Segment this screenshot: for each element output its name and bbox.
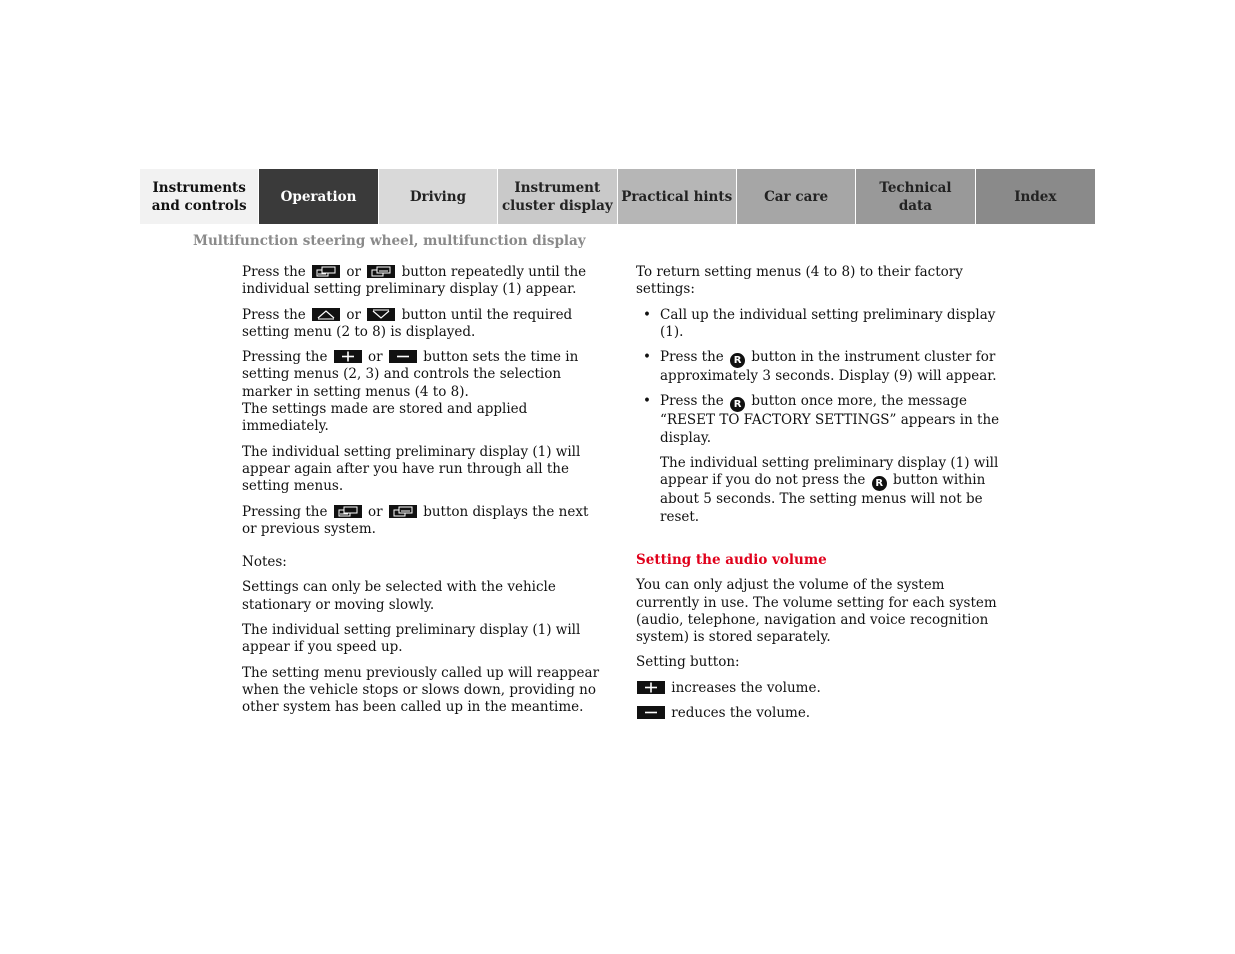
paragraph [242,349,607,435]
tab-car-care[interactable] [737,169,856,224]
paragraph [242,307,607,342]
text: button until the required setting menu (2 to 8) is displayed. [242,306,573,340]
text: button displays the next or previous system. [242,503,589,537]
paragraph: Setting button: [636,654,740,671]
tab-index[interactable] [976,169,1095,224]
bullet-list [636,307,1001,447]
text: or [346,264,361,280]
text: Call up the individual setting preliminary display (1). [660,306,996,340]
plus-icon [334,350,362,363]
tab-label: Instruments and controls [151,179,247,214]
note: The setting menu previously called up will reappear when the vehicle stops or slows down, providing no other system has been called up in the meantime. [242,664,600,716]
text: Press the [660,393,724,410]
tab-technical-data[interactable] [856,169,975,224]
paragraph [242,264,607,299]
text: button repeatedly until the individual setting preliminary display (1) appear. [242,264,587,298]
text: button in the instrument cluster for approximately 3 seconds. Display (9) will appear. [660,349,997,385]
page-down-icon [367,308,395,321]
text: The settings made are stored and applied immediately. [242,401,528,435]
text: increases the volume. [671,679,821,696]
section-title: Multifunction steering wheel, multifunction display [193,233,586,249]
list-item: • Press the R button in the instrument cluster for approximately 3 seconds. Display (9) will appear. [643,349,997,385]
text: The individual setting preliminary display (1) will appear if you do not press the [660,455,999,489]
text: or [368,503,383,520]
next-system-icon [312,265,340,278]
paragraph [636,680,1001,697]
minus-icon [389,350,417,363]
tab-label: Driving [409,188,467,205]
tab-label: Car care [764,188,829,205]
subheading: Setting the audio volume [636,551,827,568]
paragraph [636,455,1001,526]
left-column [242,264,607,725]
previous-system-icon [367,265,395,278]
page-up-icon [312,308,340,321]
paragraph [636,705,1001,722]
text: Pressing the [242,349,328,366]
tab-label: Operation [280,188,357,205]
reset-button-icon: R [872,476,887,491]
text: Press the [242,306,306,323]
tab-practical-hints[interactable] [618,169,737,224]
notes-label: Notes: [242,554,287,571]
next-system-icon [334,505,362,518]
note: Settings can only be selected with the vehicle stationary or moving slowly. [242,579,556,613]
note: The individual setting preliminary display (1) will appear if you speed up. [242,622,581,656]
tab-label: Instrument cluster display [501,179,613,214]
tab-instruments-and-controls[interactable] [140,169,259,224]
reset-button-icon: R [730,353,745,368]
reset-button-icon: R [730,397,745,412]
text: button sets the time in setting menus (2, 3) and controls the selection marker in setting menus (4 to 8). [242,349,579,400]
tab-instrument-cluster-display[interactable] [498,169,617,224]
previous-system-icon [389,505,417,518]
text: or [346,306,361,323]
paragraph: To return setting menus (4 to 8) to their factory settings: [636,264,963,298]
paragraph: You can only adjust the volume of the system currently in use. The volume setting for each system (audio, telephone, navigation and voice recognition system) is stored separately. [636,577,997,646]
text: Press the [660,349,724,366]
right-column [636,264,1001,730]
chapter-nav [140,169,1095,224]
tab-label: Technical data [879,179,952,214]
tab-operation[interactable] [259,169,378,224]
minus-icon [637,706,665,719]
list-item: • Press the R button once more, the message “RESET TO FACTORY SETTINGS” appears in the display. [643,393,1000,446]
text: button within about 5 seconds. The setting menus will not be reset. [660,472,986,525]
paragraph: The individual setting preliminary display (1) will appear again after you have run through all the setting menus. [242,443,581,495]
tab-label: Practical hints [621,188,733,205]
text: button once more, the message “RESET TO FACTORY SETTINGS” appears in the display. [660,393,1000,446]
plus-icon [637,681,665,694]
text: reduces the volume. [671,705,811,722]
list-item: • Call up the individual setting preliminary display (1). [643,306,996,340]
text: Pressing the [242,503,328,520]
text: Press the [242,264,306,280]
tab-label: Index [1014,188,1057,205]
text: or [368,349,383,366]
paragraph [242,504,607,539]
tab-driving[interactable] [379,169,498,224]
